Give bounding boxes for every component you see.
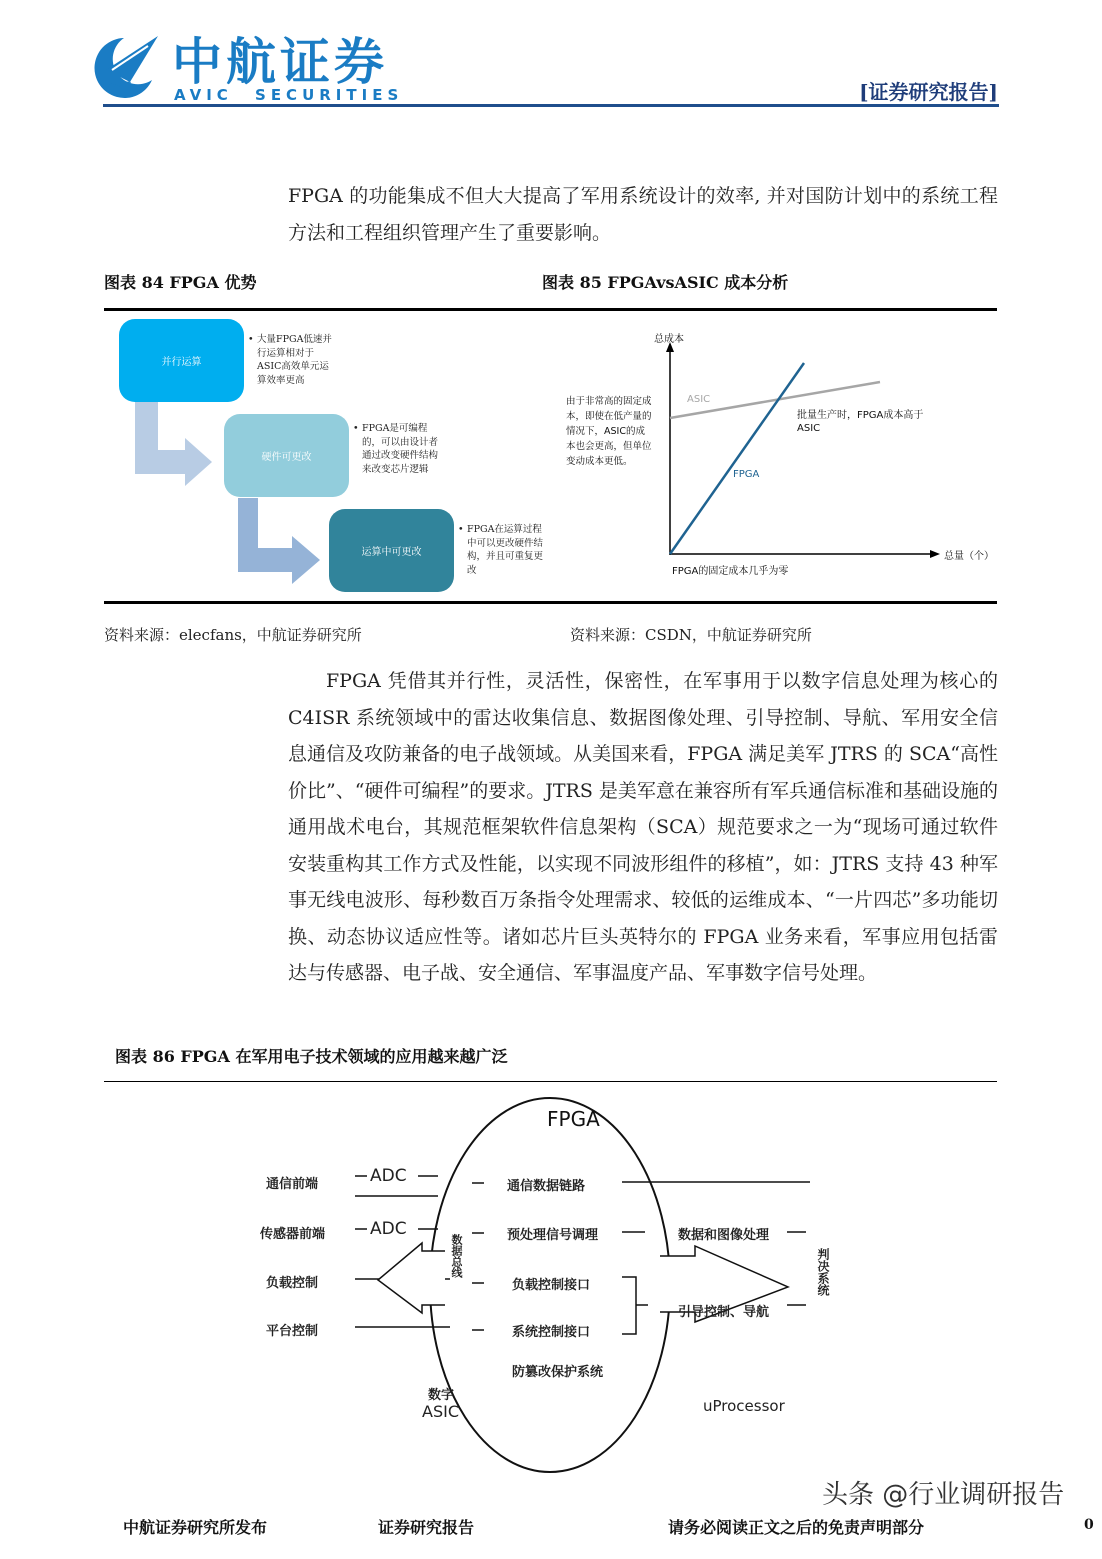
left-item-payload-control: 负载控制: [266, 1276, 319, 1291]
footer-disclaimer: 请务必阅读正文之后的免责声明部分: [668, 1518, 925, 1537]
mass-production-note-line2: ASIC: [797, 423, 821, 434]
left-bus-arrow-icon: [378, 1243, 445, 1313]
figure-top-rule: [104, 308, 997, 311]
step-bullet: • 大量FPGA低速并行运算相对于ASIC高效单元运算效率更高: [257, 333, 335, 387]
fpga-center-label: FPGA: [547, 1107, 600, 1131]
step-bullet: • FPGA是可编程的，可以由设计者通过改变硬件结构来改变芯片逻辑: [362, 422, 440, 476]
asic-label-line2: ASIC: [422, 1402, 459, 1421]
avic-badge-text: AVIC: [108, 81, 132, 91]
fpga-series-label: FPGA: [733, 469, 760, 480]
figure84-title: 图表 84 FPGA 优势: [104, 273, 257, 292]
inner-item-anti-tamper: 防篡改保护系统: [512, 1365, 604, 1380]
figure-bottom-rule: [104, 601, 997, 604]
step-box-hardware: [224, 414, 349, 497]
inner-item-preprocess: 预处理信号调理: [507, 1228, 599, 1243]
x-axis-label: 总量（个）: [944, 551, 994, 562]
logo-chinese: 中航证券: [172, 33, 388, 91]
right-item-guidance: 引导控制、导航: [678, 1305, 770, 1320]
avic-logo-icon: [86, 30, 166, 102]
figure85-title: 图表 85 FPGAvsASIC 成本分析: [542, 273, 789, 292]
figure84-source: 资料来源：elecfans，中航证券研究所: [104, 626, 362, 644]
figure86-rule: [104, 1081, 997, 1082]
right-item-data-image: 数据和图像处理: [678, 1228, 770, 1243]
data-bus-label: 数据总线: [450, 1234, 463, 1278]
left-item-platform-control: 平台控制: [266, 1324, 319, 1339]
inner-item-payload-interface: 负载控制接口: [512, 1278, 591, 1293]
y-axis-label: 总成本: [654, 334, 684, 345]
intro-text: FPGA 的功能集成不但大大提高了军用系统设计的效率, 并对国防计划中的系统工程方法和工程组织管理产生了重要影响。: [288, 185, 998, 244]
left-item-sensor-frontend: 传感器前端: [260, 1227, 326, 1242]
left-item-comm-frontend: 通信前端: [266, 1177, 319, 1192]
body-paragraph: [288, 663, 998, 992]
step-label: 并行运算: [161, 357, 202, 368]
figure86-title: 图表 86 FPGA 在军用电子技术领域的应用越来越广泛: [115, 1047, 508, 1066]
footer-publisher: 中航证券研究所发布: [123, 1518, 268, 1537]
footer-report-type: 证券研究报告: [378, 1518, 475, 1537]
decision-system-label: 判决系统: [816, 1248, 830, 1296]
adc-label: ADC: [370, 1219, 407, 1239]
logo-english: AVIC SECURITIES: [174, 86, 404, 104]
body-text: FPGA 凭借其并行性，灵活性，保密性，在军事用于以数字信息处理为核心的 C4ISR 系统领域中的雷达收集信息、数据图像处理、引导控制、导航、军用安全信息通信及攻防兼备的电子战领域。从美国来看，FPGA 满足美军 JTRS 的 SCA“高性价比”、“硬件可编程”的要求。JTRS 是美军意在兼容所有军兵通信标准和基础设施的通用战术电台，其规范框架软件信息架构（SCA）规范要求之一为“现场可通过软件安装重构其工作方式及性能，以实现不同波形组件的移植”，如：JTRS 支持 43 种军事无线电波形、每秒数百万条指令处理需求、较低的运维成本、“一片四芯”多功能切换、动态协议适应性等。诸如芯片巨头英特尔的 FPGA 业务来看，军事应用包括雷达与传感器、电子战、安全通信、军事温度产品、军事数字信号处理。: [288, 670, 998, 984]
watermark: 头条 @行业调研报告: [822, 1480, 1065, 1510]
mass-production-note-line1: 批量生产时，FPGA成本高于: [797, 410, 924, 421]
asic-series-label: ASIC: [687, 394, 711, 405]
intro-paragraph: [288, 178, 998, 251]
step-box-parallel: [119, 319, 244, 402]
fpga-fixed-cost-note: FPGA的固定成本几乎为零: [672, 566, 789, 577]
asic-label-line1: 数字: [428, 1388, 455, 1403]
step-box-runtime: [329, 509, 454, 592]
step-label: 运算中可更改: [361, 547, 422, 558]
step-bullet: • FPGA在运算过程中可以更改硬件结构，并且可重复更改: [467, 523, 549, 577]
inner-item-comm-link: 通信数据链路: [507, 1179, 586, 1194]
report-tag: [证券研究报告]: [859, 80, 998, 104]
adc-label: ADC: [370, 1166, 407, 1186]
uprocessor-label: uProcessor: [703, 1397, 785, 1415]
x-axis-arrow-icon: [930, 550, 940, 558]
fpga-line: [670, 363, 804, 554]
page-number: 0: [1084, 1517, 1094, 1533]
figure85-source: 资料来源：CSDN，中航证券研究所: [570, 626, 812, 644]
inner-item-system-interface: 系统控制接口: [512, 1325, 591, 1340]
step-label: 硬件可更改: [261, 452, 312, 463]
header-divider: [103, 104, 999, 107]
asic-fixed-cost-note: 由于非常高的固定成本，即使在低产量的情况下，ASIC的成本也会更高，但单位变动成本更低。: [566, 396, 652, 467]
